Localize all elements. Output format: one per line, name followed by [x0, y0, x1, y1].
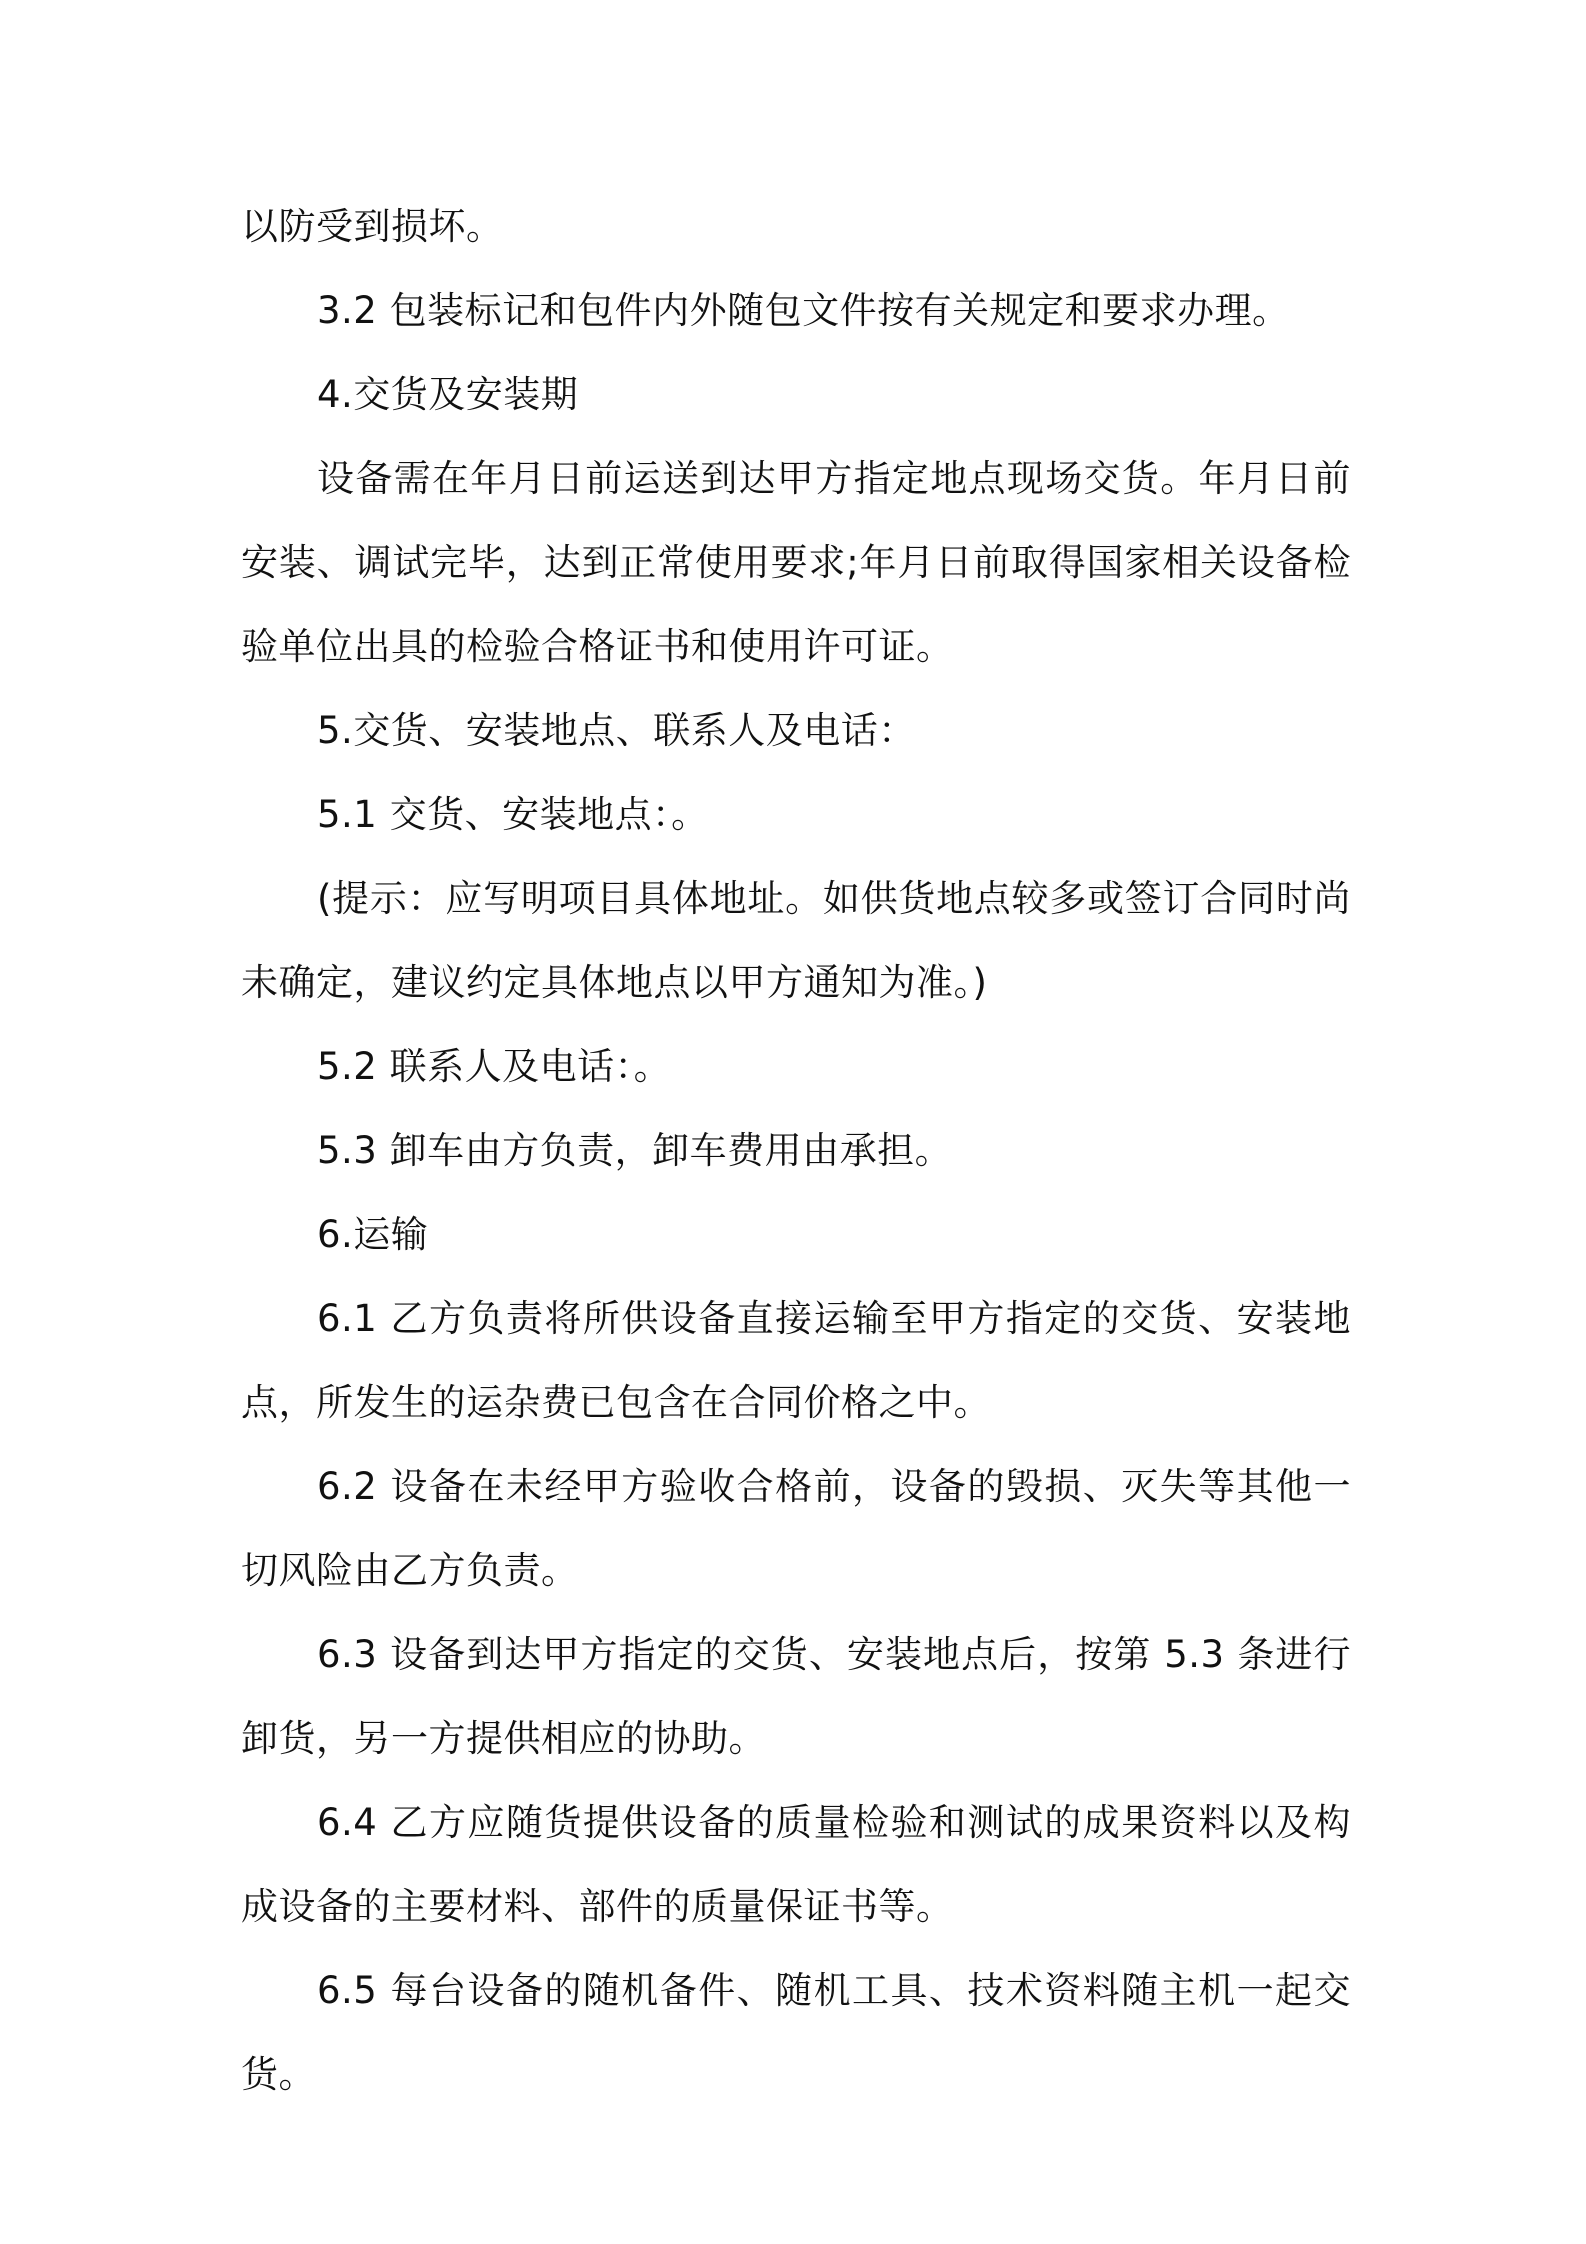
paragraph-5-1: 5.1 交货、安装地点：。 [317, 793, 709, 836]
paragraph-6-4: 6.4 乙方应随货提供设备的质量检验和测试的成果资料以及构成设备的主要材料、部件的质量保证书等。 [241, 1801, 1351, 1928]
paragraph-6-5: 6.5 每台设备的随机备件、随机工具、技术资料随主机一起交货。 [241, 1969, 1351, 2096]
paragraph-6-3: 6.3 设备到达甲方指定的交货、安装地点后，按第 5.3 条进行卸货，另一方提供相应的协助。 [241, 1633, 1351, 1760]
heading-6: 6.运输 [317, 1213, 429, 1256]
heading-5: 5.交货、安装地点、联系人及电话： [317, 709, 916, 752]
document-body [241, 185, 1351, 2117]
paragraph-6-2: 6.2 设备在未经甲方验收合格前，设备的毁损、灭失等其他一切风险由乙方负责。 [241, 1465, 1351, 1592]
paragraph-6-1: 6.1 乙方负责将所供设备直接运输至甲方指定的交货、安装地点，所发生的运杂费已包含在合同价格之中。 [241, 1297, 1351, 1424]
heading-4: 4.交货及安装期 [317, 373, 579, 416]
paragraph-3-2: 3.2 包装标记和包件内外随包文件按有关规定和要求办理。 [317, 289, 1290, 332]
paragraph-continuation: 以防受到损坏。 [241, 205, 504, 248]
paragraph-5-3: 5.3 卸车由方负责，卸车费用由承担。 [317, 1129, 953, 1172]
paragraph-5-2: 5.2 联系人及电话：。 [317, 1045, 672, 1088]
paragraph-5-1-note: (提示：应写明项目具体地址。如供货地点较多或签订合同时尚未确定，建议约定具体地点以甲方通知为准。) [241, 877, 1351, 1004]
paragraph-4-body: 设备需在年月日前运送到达甲方指定地点现场交货。年月日前安装、调试完毕，达到正常使用要求;年月日前取得国家相关设备检验单位出具的检验合格证书和使用许可证。 [241, 457, 1351, 668]
